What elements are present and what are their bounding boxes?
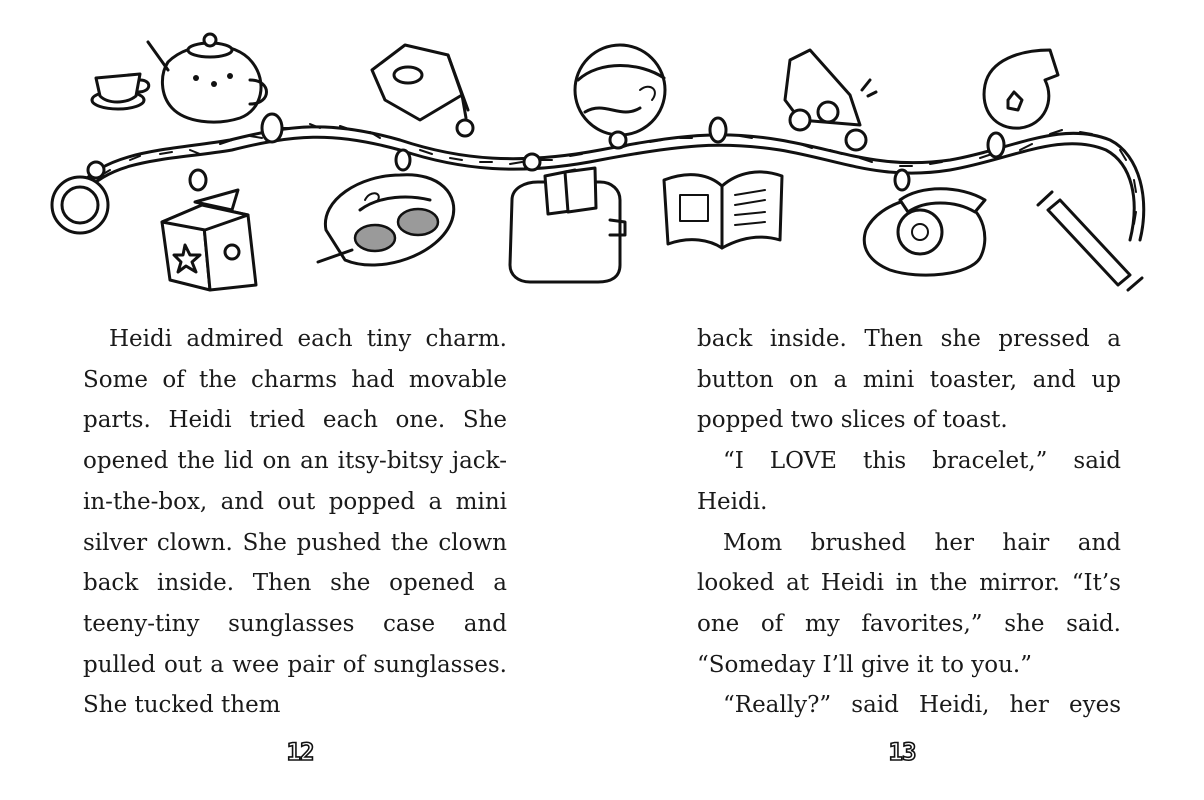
toaster-icon: [510, 154, 625, 282]
paragraph: Mom brushed her hair and looked at Heidi in the mirror. “It’s one of my favorites,” she said. “Someday I’ll give it to you.”: [697, 529, 1121, 678]
jack-in-the-box-icon: [162, 170, 256, 290]
sunglasses-case-icon: [318, 150, 454, 265]
roller-skate-icon: [785, 50, 876, 150]
teacup-icon: [92, 74, 149, 109]
ring-icon: [52, 162, 108, 233]
paragraph: back inside. Then she pressed a button on a mini toaster, and up popped two slices of toast.: [697, 326, 1121, 434]
paragraph: “Really?” said Heidi, her eyes: [723, 692, 1121, 719]
page-number-right: 13: [888, 738, 916, 766]
paragraph: Heidi admired each tiny charm. Some of the charms had movable parts. Heidi tried each one. She opened the lid on an itsy-bitsy jack-in-the-box, and out popped a mini silver clown. She pushed the clown back inside. Then she opened a teeny-tiny sunglasses case and pulled out a wee pair of sunglasses. She tucked them: [83, 326, 507, 719]
paragraph: “I LOVE this bracelet,” said Heidi.: [697, 448, 1121, 515]
page-number-left: 12: [286, 738, 314, 766]
charm-bracelet-illustration: [0, 0, 1204, 310]
telephone-icon: [864, 170, 985, 275]
globe-icon: [575, 45, 665, 148]
left-page-text: [83, 319, 507, 726]
rolling-pin-icon: [1038, 192, 1142, 290]
right-page-text: [697, 319, 1121, 726]
teapot-icon: [148, 34, 282, 142]
birdhouse-icon: [372, 45, 473, 136]
